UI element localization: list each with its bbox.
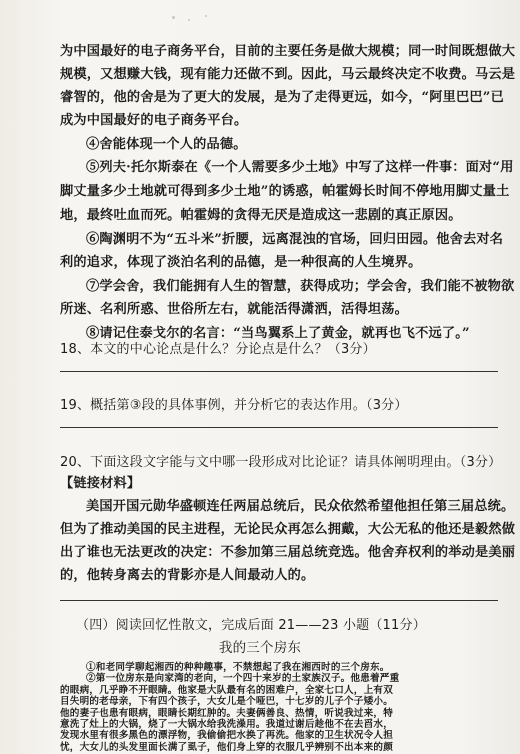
article-line: 所迷、名利所惑、世俗所左右，就能活得潇洒，活得坦荡。: [60, 302, 409, 317]
article-line: ⑧请记住泰戈尔的名言：“当鸟翼系上了黄金，就再也飞不远了。”: [86, 326, 470, 341]
scan-speck: [188, 19, 190, 21]
article-line: 成为中国最好的电子商务平台。: [60, 113, 248, 128]
article-line: 睿智的，他的舍是为了更大的发展，是为了走得更远，如今，“阿里巴巴”已: [60, 90, 504, 105]
article-line: ⑦学会舍，我们能拥有人生的智慧，获得成功；学会舍，我们能不被物欲: [86, 279, 515, 294]
link-material-heading: 【链接材料】: [60, 476, 141, 491]
article-line: ⑤列夫·托尔斯泰在《一个人需要多少土地》中写了这样一件事：面对“用: [86, 160, 514, 175]
article-line: 规模，又想赚大钱，现有能力还做不到。因此，马云最终决定不收费。马云是: [60, 67, 516, 82]
essay-line: 目失明的老母亲，下有四个孩子，大女儿是个哑巴，十七岁的儿子个子矮小。: [60, 696, 393, 708]
answer-line: [60, 371, 498, 372]
link-material-line: 出了谁也无法更改的决定：不参加第三届总统竞选。他舍弃权利的举动是美丽: [60, 545, 516, 560]
section-4-heading: （四）阅读回忆性散文，完成后面 21——23 小题（11分）: [76, 618, 426, 633]
essay-line: ②第一位房东是向家湾的老向，一个四十来岁的土家族汉子。他患着严重: [86, 673, 400, 685]
article-line: ④舍能体现一个人的品德。: [86, 137, 247, 152]
question-18: 18、本文的中心论点是什么？分论点是什么？（3分）: [60, 342, 376, 357]
essay-line: 忧，大女儿的头发里面长满了虱子，他们身上穿的衣服几乎辨别不出本来的颜: [60, 741, 393, 753]
question-20: 20、下面这段文字能与文中哪一段形成对比论证？请具体阐明理由。（3分）: [60, 455, 502, 470]
scan-speck: [205, 15, 207, 17]
link-material-line: 美国开国元勋华盛顿连任两届总统后，民众依然希望他担任第三届总统。: [86, 499, 515, 514]
essay-line: 的眼病，几乎睁不开眼睛。他家是大队最有名的困难户，全家七口人，上有双: [60, 684, 393, 696]
question-19: 19、概括第③段的具体事例，并分析它的表达作用。（3分）: [60, 398, 408, 413]
answer-line: [60, 600, 498, 601]
article-line: 地，最终吐血而死。帕霍姆的贪得无厌是造成这一悲剧的真正原因。: [60, 208, 462, 223]
essay-line: ①和老同学聊起湘西的种种趣事，不禁想起了我在湘西时的三个房东。: [86, 662, 390, 673]
link-material-line: 但为了推动美国的民主进程，无论民众再怎么拥戴，大公无私的他还是毅然做: [60, 522, 516, 537]
essay-line: 意洗了灶上的大锅，烧了一大锅水给我洗澡用。我道过谢后趁他不在去舀水，: [60, 719, 393, 730]
essay-title: 我的三个房东: [218, 640, 302, 656]
article-line: 利的追求，体现了淡泊名利的品德，是一种很高的人生境界。: [60, 255, 422, 270]
answer-line: [60, 427, 498, 428]
scan-speck: [172, 16, 175, 19]
link-material-line: 的，他转身离去的背影亦是人间最动人的。: [60, 568, 315, 583]
essay-line: 发现水里有很多黑色的漂浮物，我偷偷把水换了再洗。他家的卫生状况令人担: [60, 730, 393, 742]
article-line: 脚丈量多少土地就可得到多少土地”的诱惑，帕霍姆长时间不停地用脚丈量土: [60, 184, 510, 199]
essay-line: 他的妻子也患有眼病，眼睛长期红肿的。夫妻俩善良、热情，听说我过来，特: [60, 707, 393, 719]
article-line: ⑥陶渊明不为“五斗米”折腰，远离混浊的官场，回归田园。他舍去对名: [86, 232, 504, 247]
article-line: 为中国最好的电子商务平台，目前的主要任务是做大规模；同一时间既想做大: [60, 44, 516, 59]
